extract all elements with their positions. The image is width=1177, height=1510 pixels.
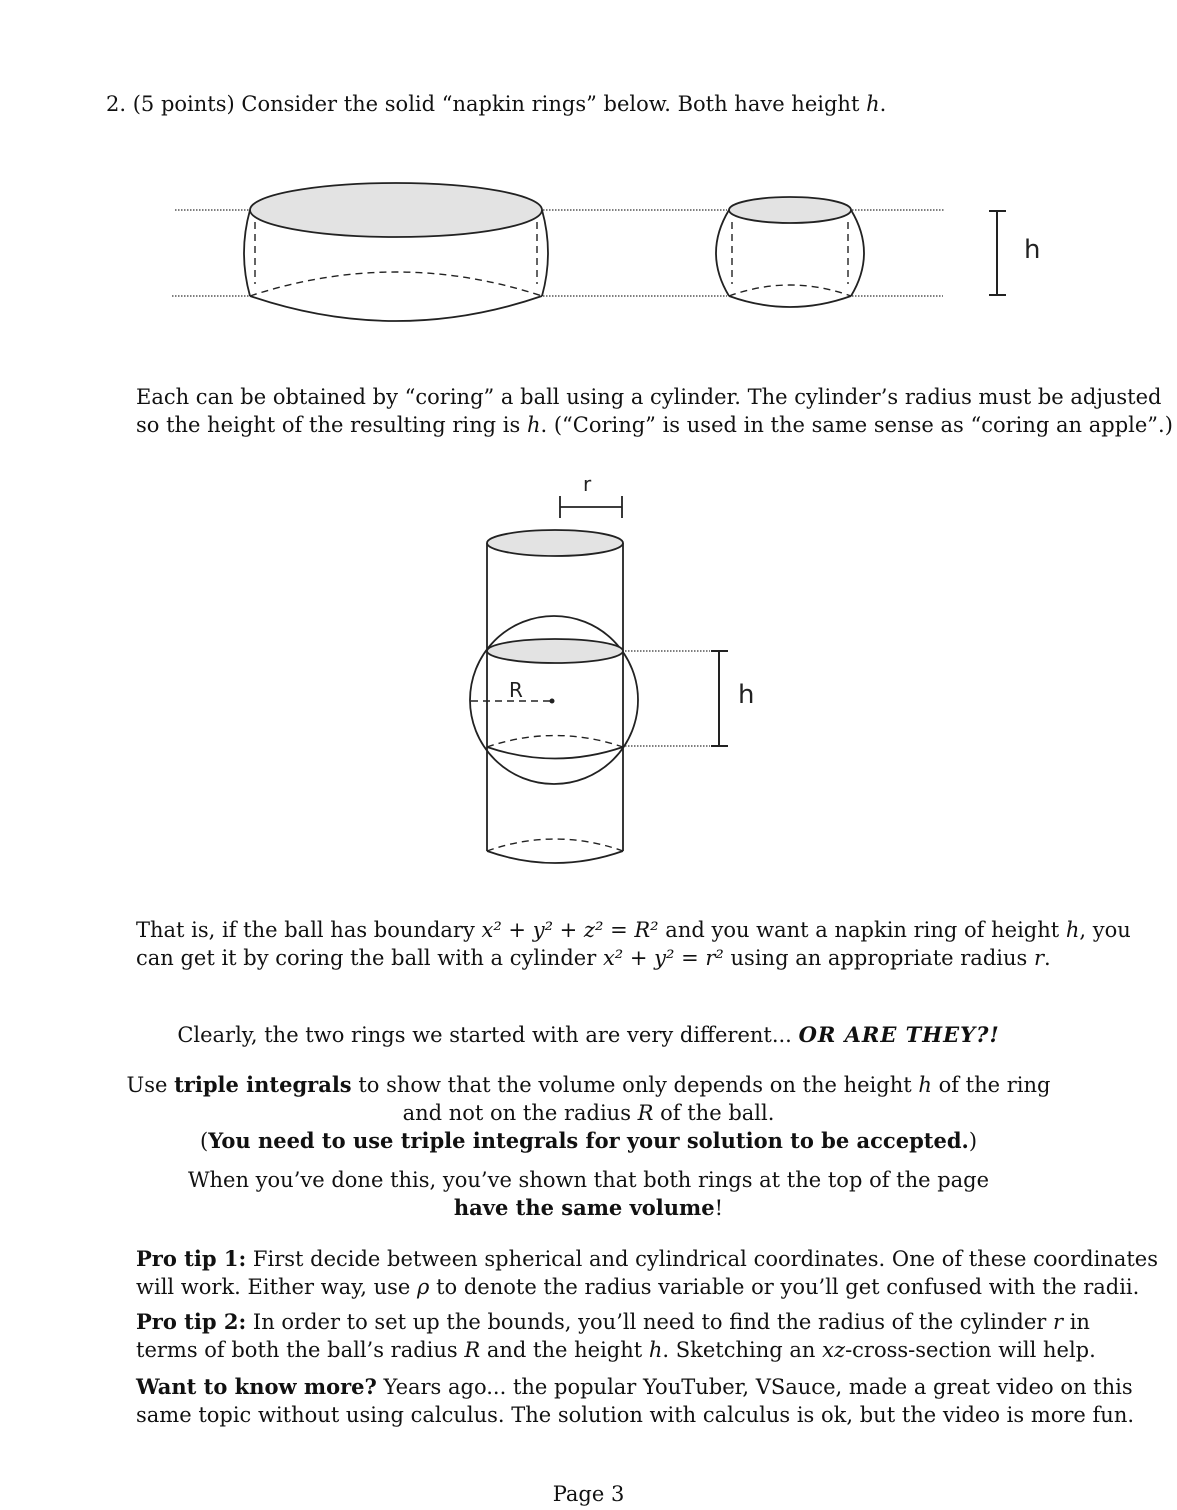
text: using an appropriate radius <box>730 946 1028 970</box>
tip2-label: Pro tip 2: <box>136 1309 247 1334</box>
text: First decide between spherical and cylindrical coordinates. One of these coordinates <box>252 1247 1158 1271</box>
r-label: r <box>583 472 592 496</box>
use-line2 <box>0 1099 1177 1127</box>
use-line1 <box>0 1071 1177 1099</box>
text: and the height <box>486 1338 643 1362</box>
problem-points: (5 points) <box>132 92 235 116</box>
para1-line1: Each can be obtained by “coring” a ball using a cylinder. The cylinder’s radius must be adjusted <box>136 385 1162 409</box>
tip1-line1 <box>136 1245 1158 1273</box>
done-line2 <box>0 1194 1177 1222</box>
var-r: r <box>1033 946 1045 970</box>
tip2-line2 <box>136 1336 1096 1364</box>
var-h: h <box>1065 918 1080 942</box>
text: That is, if the ball has boundary <box>136 918 475 942</box>
text: -cross-section will help. <box>845 1338 1096 1362</box>
page-number: Page 3 <box>552 1482 625 1506</box>
text: in <box>1069 1310 1090 1334</box>
r-dimension <box>560 496 622 518</box>
var-r: r <box>1052 1310 1064 1334</box>
para2-line1 <box>136 916 1131 944</box>
h-label: h <box>1024 235 1041 265</box>
text: so the height of the resulting ring is <box>136 413 521 437</box>
requirement-text: You need to use triple integrals for your solution to be accepted. <box>208 1128 969 1153</box>
punct: . <box>879 92 887 116</box>
text: . <box>1044 946 1051 970</box>
text: to denote the radius variable or you’ll get confused with the radii. <box>436 1275 1140 1299</box>
text: . Sketching an <box>662 1338 816 1362</box>
or-are-they: OR ARE THEY?! <box>798 1022 1000 1047</box>
R-label: R <box>509 678 523 702</box>
var-h: h <box>526 413 541 437</box>
large-ring <box>244 183 548 321</box>
var-h: h <box>918 1073 932 1097</box>
small-ring <box>716 197 864 307</box>
var-rho: ρ <box>417 1275 430 1299</box>
problem-intro-text: Consider the solid “napkin rings” below. Both have height <box>241 92 860 116</box>
var-R: R <box>637 1101 654 1125</box>
problem-number: 2. <box>106 92 127 116</box>
text: terms of both the ball’s radius <box>136 1338 458 1362</box>
text: Years ago... the popular YouTuber, VSauce, made a great video on this <box>383 1375 1133 1399</box>
text: to show that the volume only depends on the height <box>358 1073 912 1097</box>
para2-line2 <box>136 944 1051 972</box>
tip1-label: Pro tip 1: <box>136 1246 247 1271</box>
problem-statement <box>106 90 886 118</box>
text: In order to set up the bounds, you’ll need to find the radius of the cylinder <box>252 1310 1047 1334</box>
text: and not on the radius <box>402 1101 631 1125</box>
height-bracket <box>711 651 728 746</box>
coring-figure <box>0 470 1177 870</box>
text: Use <box>126 1073 168 1097</box>
paren: ) <box>968 1129 978 1153</box>
text: of the ball. <box>660 1101 775 1125</box>
same-volume: have the same volume <box>453 1195 715 1220</box>
text: and you want a napkin ring of height <box>665 918 1060 942</box>
more-line1 <box>136 1373 1133 1401</box>
sphere-equation: x² + y² + z² = R² <box>481 918 659 942</box>
var-h: h <box>866 92 880 116</box>
text: of the ring <box>938 1073 1051 1097</box>
napkin-rings-figure <box>0 170 1177 330</box>
clearly-line <box>0 1021 1177 1049</box>
center-dot <box>550 699 555 704</box>
tip2-line1 <box>136 1308 1090 1336</box>
cylinder <box>487 530 623 863</box>
height-bracket <box>989 211 1006 295</box>
done-line1: When you’ve done this, you’ve shown that both rings at the top of the page <box>187 1168 990 1192</box>
var-R: R <box>464 1338 481 1362</box>
triple-integrals: triple integrals <box>174 1072 352 1097</box>
para1-line2 <box>136 411 1173 439</box>
var-h: h <box>648 1338 663 1362</box>
h-label: h <box>738 680 755 710</box>
var-xz: xz <box>822 1338 846 1362</box>
paren: ( <box>199 1129 209 1153</box>
text: , you <box>1079 918 1131 942</box>
more-line2: same topic without using calculus. The solution with calculus is ok, but the video is more fun. <box>136 1403 1135 1427</box>
must-use-line <box>0 1127 1177 1155</box>
text: Clearly, the two rings we started with are very different... <box>177 1023 792 1047</box>
tip1-line2 <box>136 1273 1140 1301</box>
cylinder-equation: x² + y² = r² <box>602 946 724 970</box>
more-label: Want to know more? <box>136 1374 377 1399</box>
text: can get it by coring the ball with a cylinder <box>136 946 597 970</box>
text: ! <box>714 1196 724 1220</box>
text: will work. Either way, use <box>136 1275 411 1299</box>
text: . (“Coring” is used in the same sense as “coring an apple”.) <box>540 413 1173 437</box>
